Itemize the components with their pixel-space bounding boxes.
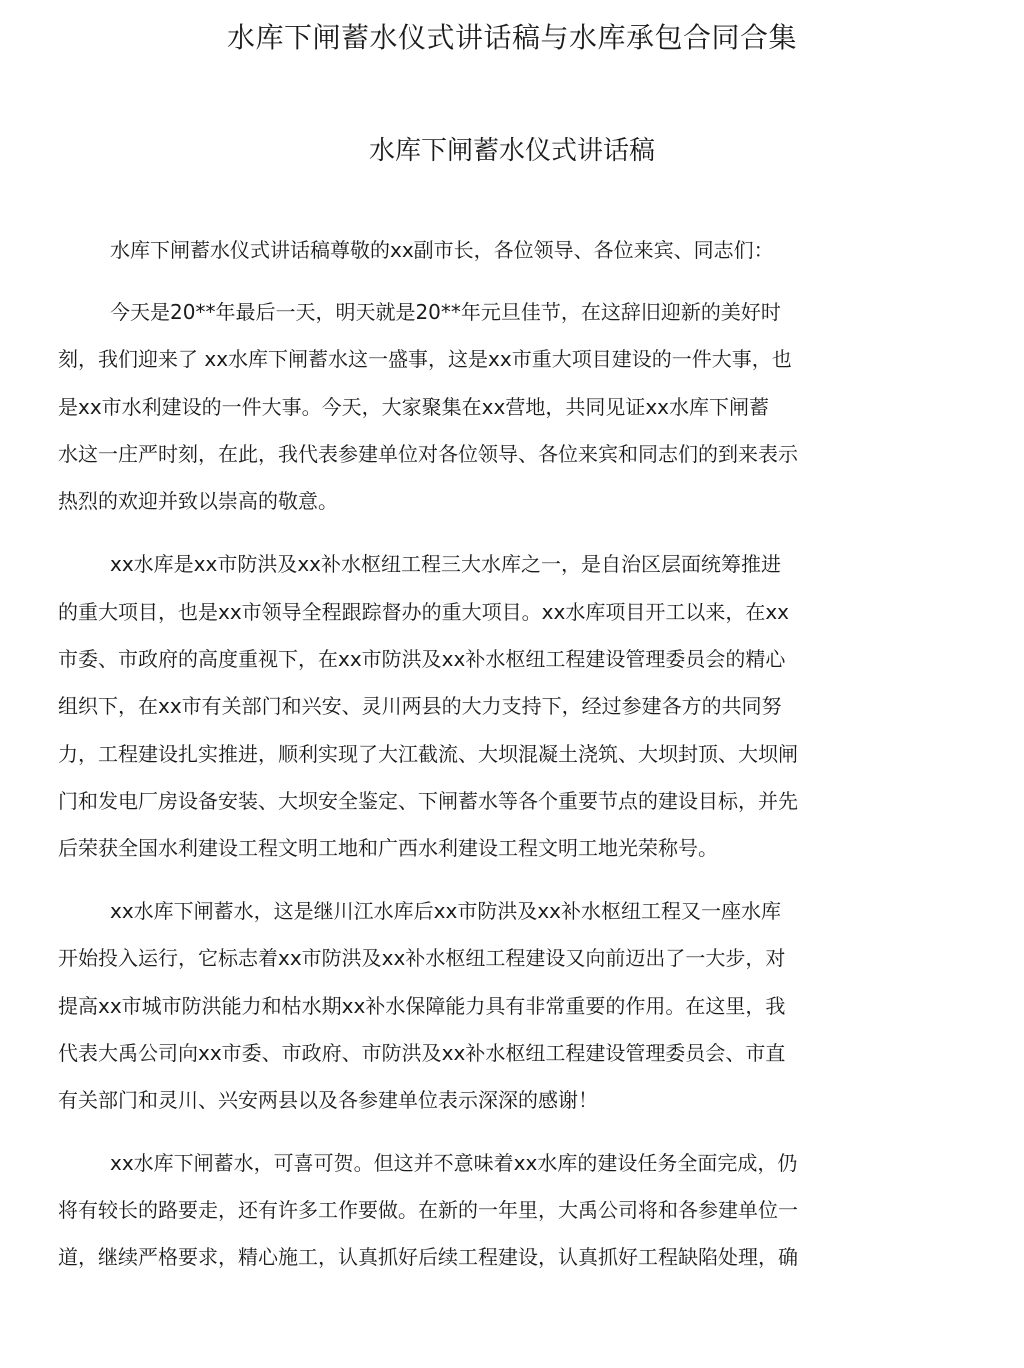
section-title: 水库下闸蓄水仪式讲话稿 xyxy=(368,136,655,166)
paragraph-3-line-1: xx水库是xx市防洪及xx补水枢纽工程三大水库之一，是自治区层面统筹推进 xyxy=(110,552,782,576)
paragraph-4-line-2: 开始投入运行，它标志着xx市防洪及xx补水枢纽工程建设又向前迈出了一大步，对 xyxy=(58,946,786,970)
paragraph-4-line-4: 代表大禹公司向xx市委、市政府、市防洪及xx补水枢纽工程建设管理委员会、市直 xyxy=(58,1041,786,1065)
paragraph-3-line-3: 市委、市政府的高度重视下，在xx市防洪及xx补水枢纽工程建设管理委员会的精心 xyxy=(58,647,786,671)
paragraph-2-line-3: 是xx市水利建设的一件大事。今天，大家聚集在xx营地，共同见证xx水库下闸蓄 xyxy=(58,395,770,419)
paragraph-2-line-5: 热烈的欢迎并致以崇高的敬意。 xyxy=(58,489,338,513)
paragraph-2-line-2: 刻，我们迎来了 xx水库下闸蓄水这一盛事，这是xx市重大项目建设的一件大事，也 xyxy=(58,347,792,371)
paragraph-2-line-4: 水这一庄严时刻，在此，我代表参建单位对各位领导、各位来宾和同志们的到来表示 xyxy=(58,442,798,466)
paragraph-5-line-1: xx水库下闸蓄水，可喜可贺。但这并不意味着xx水库的建设任务全面完成，仍 xyxy=(110,1151,798,1175)
paragraph-1-line-1: 水库下闸蓄水仪式讲话稿尊敬的xx副市长，各位领导、各位来宾、同志们： xyxy=(110,238,774,262)
paragraph-3-line-6: 门和发电厂房设备安装、大坝安全鉴定、下闸蓄水等各个重要节点的建设目标，并先 xyxy=(58,789,798,813)
paragraph-2-line-1: 今天是20**年最后一天，明天就是20**年元旦佳节，在这辞旧迎新的美好时 xyxy=(110,300,781,324)
paragraph-3-line-2: 的重大项目，也是xx市领导全程跟踪督办的重大项目。xx水库项目开工以来，在xx xyxy=(58,600,790,624)
paragraph-3-line-7: 后荣获全国水利建设工程文明工地和广西水利建设工程文明工地光荣称号。 xyxy=(58,836,718,860)
paragraph-4-line-3: 提高xx市城市防洪能力和枯水期xx补水保障能力具有非常重要的作用。在这里，我 xyxy=(58,994,786,1018)
paragraph-3-line-4: 组织下，在xx市有关部门和兴安、灵川两县的大力支持下，经过参建各方的共同努 xyxy=(58,694,782,718)
paragraph-4-line-1: xx水库下闸蓄水，这是继川江水库后xx市防洪及xx补水枢纽工程又一座水库 xyxy=(110,899,782,923)
document-title: 水库下闸蓄水仪式讲话稿与水库承包合同合集 xyxy=(226,21,797,54)
paragraph-5-line-3: 道，继续严格要求，精心施工，认真抓好后续工程建设，认真抓好工程缺陷处理，确 xyxy=(58,1245,798,1269)
paragraph-3-line-5: 力，工程建设扎实推进，顺利实现了大江截流、大坝混凝土浇筑、大坝封顶、大坝闸 xyxy=(58,742,798,766)
paragraph-4-line-5: 有关部门和灵川、兴安两县以及各参建单位表示深深的感谢！ xyxy=(58,1088,598,1112)
paragraph-5-line-2: 将有较长的路要走，还有许多工作要做。在新的一年里，大禹公司将和各参建单位一 xyxy=(58,1198,798,1222)
